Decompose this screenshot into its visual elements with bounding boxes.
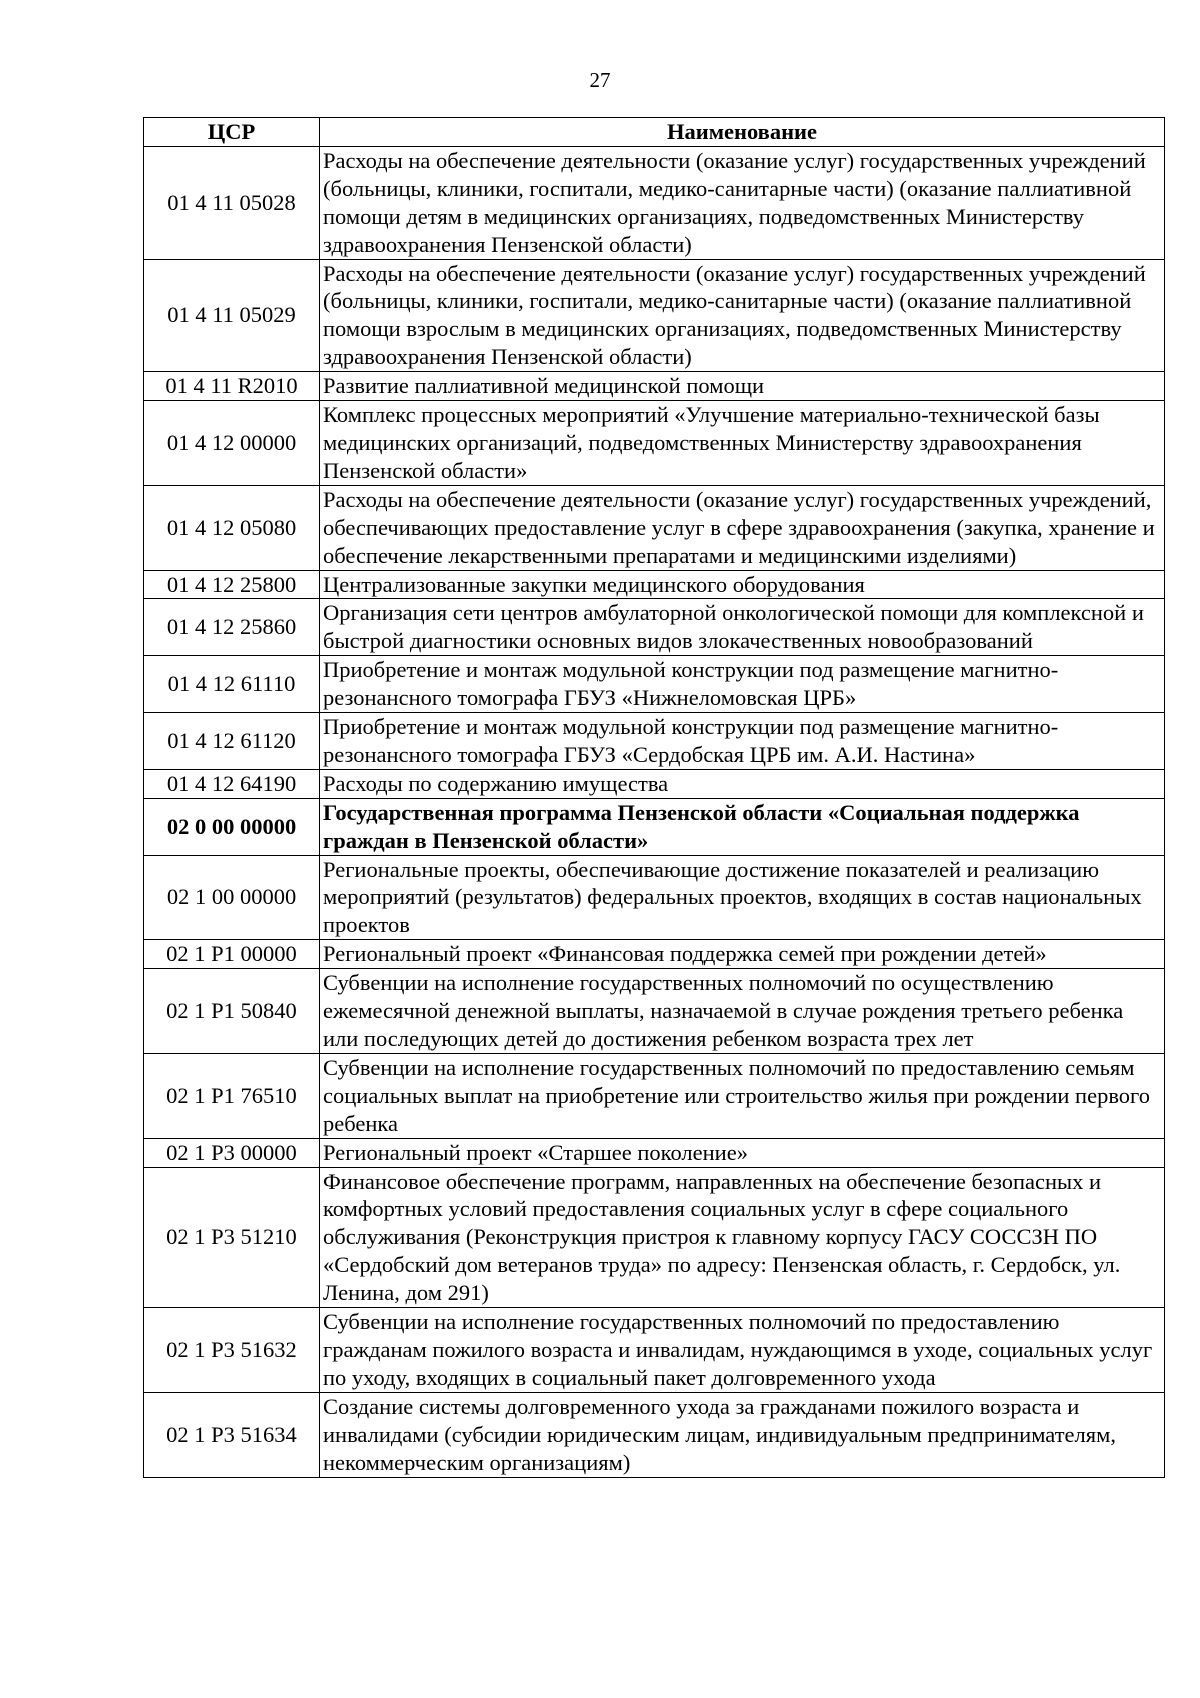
budget-classification-table [143,117,1165,1478]
row-code: 01 4 12 64190 [144,769,320,798]
row-code: 02 1 Р3 51634 [144,1392,320,1477]
table-row [144,599,1165,656]
row-name: Региональные проекты, обеспечивающие достижение показателей и реализацию мероприятий (результатов) федеральных проектов, входящих в состав национальных проектов [320,855,1165,940]
row-code: 01 4 11 R2010 [144,372,320,401]
table-row [144,713,1165,770]
row-code: 02 1 00 00000 [144,855,320,940]
row-code: 01 4 12 00000 [144,401,320,486]
table-row [144,855,1165,940]
table-body [144,146,1165,1477]
row-name: Государственная программа Пензенской области «Социальная поддержка граждан в Пензенской области» [320,798,1165,855]
row-name: Организация сети центров амбулаторной онкологической помощи для комплексной и быстрой диагностики основных видов злокачественных новообразований [320,599,1165,656]
table-row [144,769,1165,798]
table-row [144,656,1165,713]
row-code: 02 1 Р1 50840 [144,969,320,1054]
row-name: Расходы на обеспечение деятельности (оказание услуг) государственных учреждений (больницы, клиники, госпитали, медико-санитарные части) (оказание паллиативной помощи детям в медицинских организациях, подведомственных Министерству здравоохранения Пензенской области) [320,146,1165,259]
row-name: Приобретение и монтаж модульной конструкции под размещение магнитно-резонансного томографа ГБУЗ «Сердобская ЦРБ им. А.И. Настина» [320,713,1165,770]
table-row [144,1167,1165,1308]
row-code: 01 4 11 05028 [144,146,320,259]
table-row [144,1053,1165,1138]
row-code: 01 4 12 61120 [144,713,320,770]
row-name: Финансовое обеспечение программ, направленных на обеспечение безопасных и комфортных условий предоставления социальных услуг в сфере социального обслуживания (Реконструкция пристроя к главному корпусу ГАСУ СОССЗН ПО «Сердобский дом ветеранов труда» по адресу: Пензенская область, г. Сердобск, ул. Ленина, дом 291) [320,1167,1165,1308]
table-row [144,1308,1165,1393]
table-row [144,1138,1165,1167]
page-number: 27 [589,68,611,92]
row-name: Субвенции на исполнение государственных полномочий по осуществлению ежемесячной денежной выплаты, назначаемой в случае рождения третьего ребенка или последующих детей до достижения ребенком возраста трех лет [320,969,1165,1054]
table-row [144,401,1165,486]
row-code: 02 1 Р1 76510 [144,1053,320,1138]
table-row [144,372,1165,401]
table-row [144,1392,1165,1477]
row-name: Субвенции на исполнение государственных полномочий по предоставлению семьям социальных выплат на приобретение или строительство жилья при рождении первого ребенка [320,1053,1165,1138]
table-row [144,570,1165,599]
row-name: Региональный проект «Старшее поколение» [320,1138,1165,1167]
row-code: 01 4 11 05029 [144,259,320,372]
row-name: Расходы на обеспечение деятельности (оказание услуг) государственных учреждений (больницы, клиники, госпитали, медико-санитарные части) (оказание паллиативной помощи взрослым в медицинских организациях, подведомственных Министерству здравоохранения Пензенской области) [320,259,1165,372]
row-code: 02 1 Р3 00000 [144,1138,320,1167]
row-name: Расходы по содержанию имущества [320,769,1165,798]
row-code: 02 1 Р3 51210 [144,1167,320,1308]
row-code: 02 0 00 00000 [144,798,320,855]
row-name: Расходы на обеспечение деятельности (оказание услуг) государственных учреждений, обеспечивающих предоставление услуг в сфере здравоохранения (закупка, хранение и обеспечение лекарственными препаратами и медицинскими изделиями) [320,485,1165,570]
table-row [144,485,1165,570]
row-name: Комплекс процессных мероприятий «Улучшение материально-технической базы медицинских организаций, подведомственных Министерству здравоохранения Пензенской области» [320,401,1165,486]
row-name: Региональный проект «Финансовая поддержка семей при рождении детей» [320,940,1165,969]
row-code: 01 4 12 61110 [144,656,320,713]
table-row [144,798,1165,855]
table-header-row [144,118,1165,147]
row-name: Создание системы долговременного ухода за гражданами пожилого возраста и инвалидами (субсидии юридическим лицам, индивидуальным предпринимателям, некоммерческим организациям) [320,1392,1165,1477]
row-name: Приобретение и монтаж модульной конструкции под размещение магнитно-резонансного томографа ГБУЗ «Нижнеломовская ЦРБ» [320,656,1165,713]
row-code: 02 1 Р3 51632 [144,1308,320,1393]
row-name: Развитие паллиативной медицинской помощи [320,372,1165,401]
row-code: 01 4 12 05080 [144,485,320,570]
table-row [144,259,1165,372]
row-name: Субвенции на исполнение государственных полномочий по предоставлению гражданам пожилого возраста и инвалидам, нуждающимся в уходе, социальных услуг по уходу, входящих в социальный пакет долговременного ухода [320,1308,1165,1393]
header-code: ЦСР [144,118,320,147]
table-row [144,146,1165,259]
row-code: 01 4 12 25800 [144,570,320,599]
table-row [144,940,1165,969]
row-code: 02 1 Р1 00000 [144,940,320,969]
row-code: 01 4 12 25860 [144,599,320,656]
row-name: Централизованные закупки медицинского оборудования [320,570,1165,599]
header-name: Наименование [320,118,1165,147]
table-row [144,969,1165,1054]
